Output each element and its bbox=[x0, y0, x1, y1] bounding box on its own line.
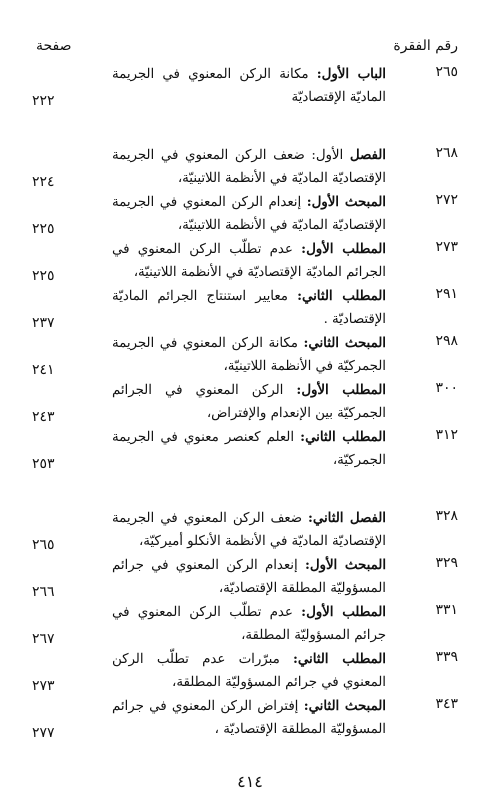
paragraph-number: ٢٧٣ bbox=[435, 239, 458, 255]
paragraph-number: ٣٢٩ bbox=[435, 555, 458, 571]
entry-title: الركن المعنوي في الجرائم الجمركيّة بين الإنعدام والإفتراض، bbox=[112, 383, 386, 421]
entry-text bbox=[112, 508, 386, 553]
paragraph-number: ٢٩١ bbox=[435, 286, 458, 302]
entry-title: مكانة الركن المعنوي في الجريمة الجمركيّة في الأنظمة اللاتينيّة، bbox=[112, 336, 386, 374]
entry-text bbox=[112, 427, 386, 472]
page-number: ٢٢٢ bbox=[32, 93, 55, 109]
entry-label: المطلب الثاني: bbox=[300, 430, 386, 445]
entry-label: المطلب الأول: bbox=[301, 242, 386, 257]
page-number: ٢٧٧ bbox=[32, 725, 55, 741]
entry-title: إنعدام الركن المعنوي في جرائم المسؤوليّة المطلقة الإقتصاديّة، bbox=[112, 558, 386, 596]
entry-label: المبحث الثاني: bbox=[303, 699, 386, 714]
entry-title: إفتراض الركن المعنوي في جرائم المسؤوليّة المطلقة الإقتصاديّة ، bbox=[112, 699, 386, 737]
page-number: ٢٦٧ bbox=[32, 631, 55, 647]
entry-title: مكانة الركن المعنوي في الجريمة الماديّة الإقتصاديّة bbox=[112, 67, 386, 105]
entry-title: ضعف الركن المعنوي في الجريمة الإقتصاديّة الماديّة في الأنظمة الأنكلو أميركيّة، bbox=[112, 511, 386, 549]
paragraph-number: ٣١٢ bbox=[435, 427, 458, 443]
entry-label: المطلب الثاني: bbox=[293, 652, 386, 667]
paragraph-number-header: رقم الفقرة bbox=[393, 38, 458, 54]
toc-entry bbox=[32, 192, 458, 237]
entry-text bbox=[112, 602, 386, 647]
page-number: ٢٤٣ bbox=[32, 409, 55, 425]
entry-label: الفصل bbox=[349, 148, 386, 163]
paragraph-number: ٢٧٢ bbox=[435, 192, 458, 208]
page-number: ٢٤١ bbox=[32, 362, 55, 378]
toc-entry bbox=[32, 555, 458, 600]
entry-title: الأول: ضعف الركن المعنوي في الجريمة الإقتصاديّة الماديّة في الأنظمة اللاتينيّة، bbox=[112, 148, 386, 186]
toc-entry bbox=[32, 427, 458, 472]
entry-title: معايير استنتاج الجرائم الماديّة الإقتصاديّة . bbox=[112, 289, 386, 327]
entry-text bbox=[112, 649, 386, 694]
entry-label: المطلب الأول: bbox=[296, 383, 386, 398]
page-number: ٢٣٧ bbox=[32, 315, 55, 331]
toc-entry bbox=[32, 508, 458, 553]
entry-label: المطلب الأول: bbox=[301, 605, 386, 620]
page-number: ٢٥٣ bbox=[32, 456, 55, 472]
section-gap bbox=[32, 109, 458, 145]
toc-entry bbox=[32, 649, 458, 694]
entry-label: الفصل الثاني: bbox=[307, 511, 386, 526]
entry-title: مبرّرات عدم تطلّب الركن المعنوي في جرائم المسؤوليّة المطلقة، bbox=[112, 652, 386, 690]
toc-entry bbox=[32, 380, 458, 425]
page-number: ٢٦٦ bbox=[32, 584, 55, 600]
entry-text bbox=[112, 239, 386, 284]
paragraph-number: ٣٢٨ bbox=[435, 508, 458, 524]
entry-text bbox=[112, 64, 386, 109]
entry-text bbox=[112, 380, 386, 425]
paragraph-number: ٣٣١ bbox=[435, 602, 458, 618]
entry-label: المطلب الثاني: bbox=[297, 289, 386, 304]
toc-list bbox=[32, 64, 458, 741]
paragraph-number: ٣٤٣ bbox=[435, 696, 458, 712]
entry-label: المبحث الأول: bbox=[306, 195, 386, 210]
entry-text bbox=[112, 555, 386, 600]
entry-text bbox=[112, 286, 386, 331]
entry-title: العلم كعنصر معنوي في الجريمة الجمركيّة، bbox=[112, 430, 386, 468]
entry-label: المبحث الأول: bbox=[304, 558, 387, 573]
paragraph-number: ٢٩٨ bbox=[435, 333, 458, 349]
entry-label: المبحث الثاني: bbox=[303, 336, 387, 351]
page-header: صفحة bbox=[36, 38, 72, 54]
entry-title: عدم تطلّب الركن المعنوي في جرائم المسؤوليّة المطلقة، bbox=[112, 605, 386, 643]
toc-entry bbox=[32, 333, 458, 378]
entry-text bbox=[112, 333, 386, 378]
entry-text bbox=[112, 696, 386, 741]
entry-text bbox=[112, 145, 386, 190]
page-number: ٢٧٣ bbox=[32, 678, 55, 694]
paragraph-number: ٢٦٥ bbox=[435, 64, 458, 80]
page-number: ٢٢٥ bbox=[32, 268, 55, 284]
toc-entry bbox=[32, 64, 458, 109]
toc-entry bbox=[32, 239, 458, 284]
toc-entry bbox=[32, 286, 458, 331]
paragraph-number: ٢٦٨ bbox=[435, 145, 458, 161]
entry-label: الباب الأول: bbox=[316, 67, 386, 82]
page-number: ٢٢٥ bbox=[32, 221, 55, 237]
toc-entry bbox=[32, 602, 458, 647]
toc-entry bbox=[32, 696, 458, 741]
page-number: ٢٢٤ bbox=[32, 174, 55, 190]
page-number: ٢٦٥ bbox=[32, 537, 55, 553]
section-gap bbox=[32, 472, 458, 508]
entry-title: إنعدام الركن المعنوي في الجريمة الإقتصاديّة الماديّة في الأنظمة اللاتينيّة، bbox=[112, 195, 386, 233]
paragraph-number: ٣٣٩ bbox=[435, 649, 458, 665]
entry-title: عدم تطلّب الركن المعنوي في الجرائم الماديّة الإقتصاديّة في الأنظمة اللاتينيّة، bbox=[112, 242, 386, 280]
page-footer-number: ٤١٤ bbox=[237, 772, 263, 791]
toc-entry bbox=[32, 145, 458, 190]
entry-text bbox=[112, 192, 386, 237]
paragraph-number: ٣٠٠ bbox=[435, 380, 458, 396]
